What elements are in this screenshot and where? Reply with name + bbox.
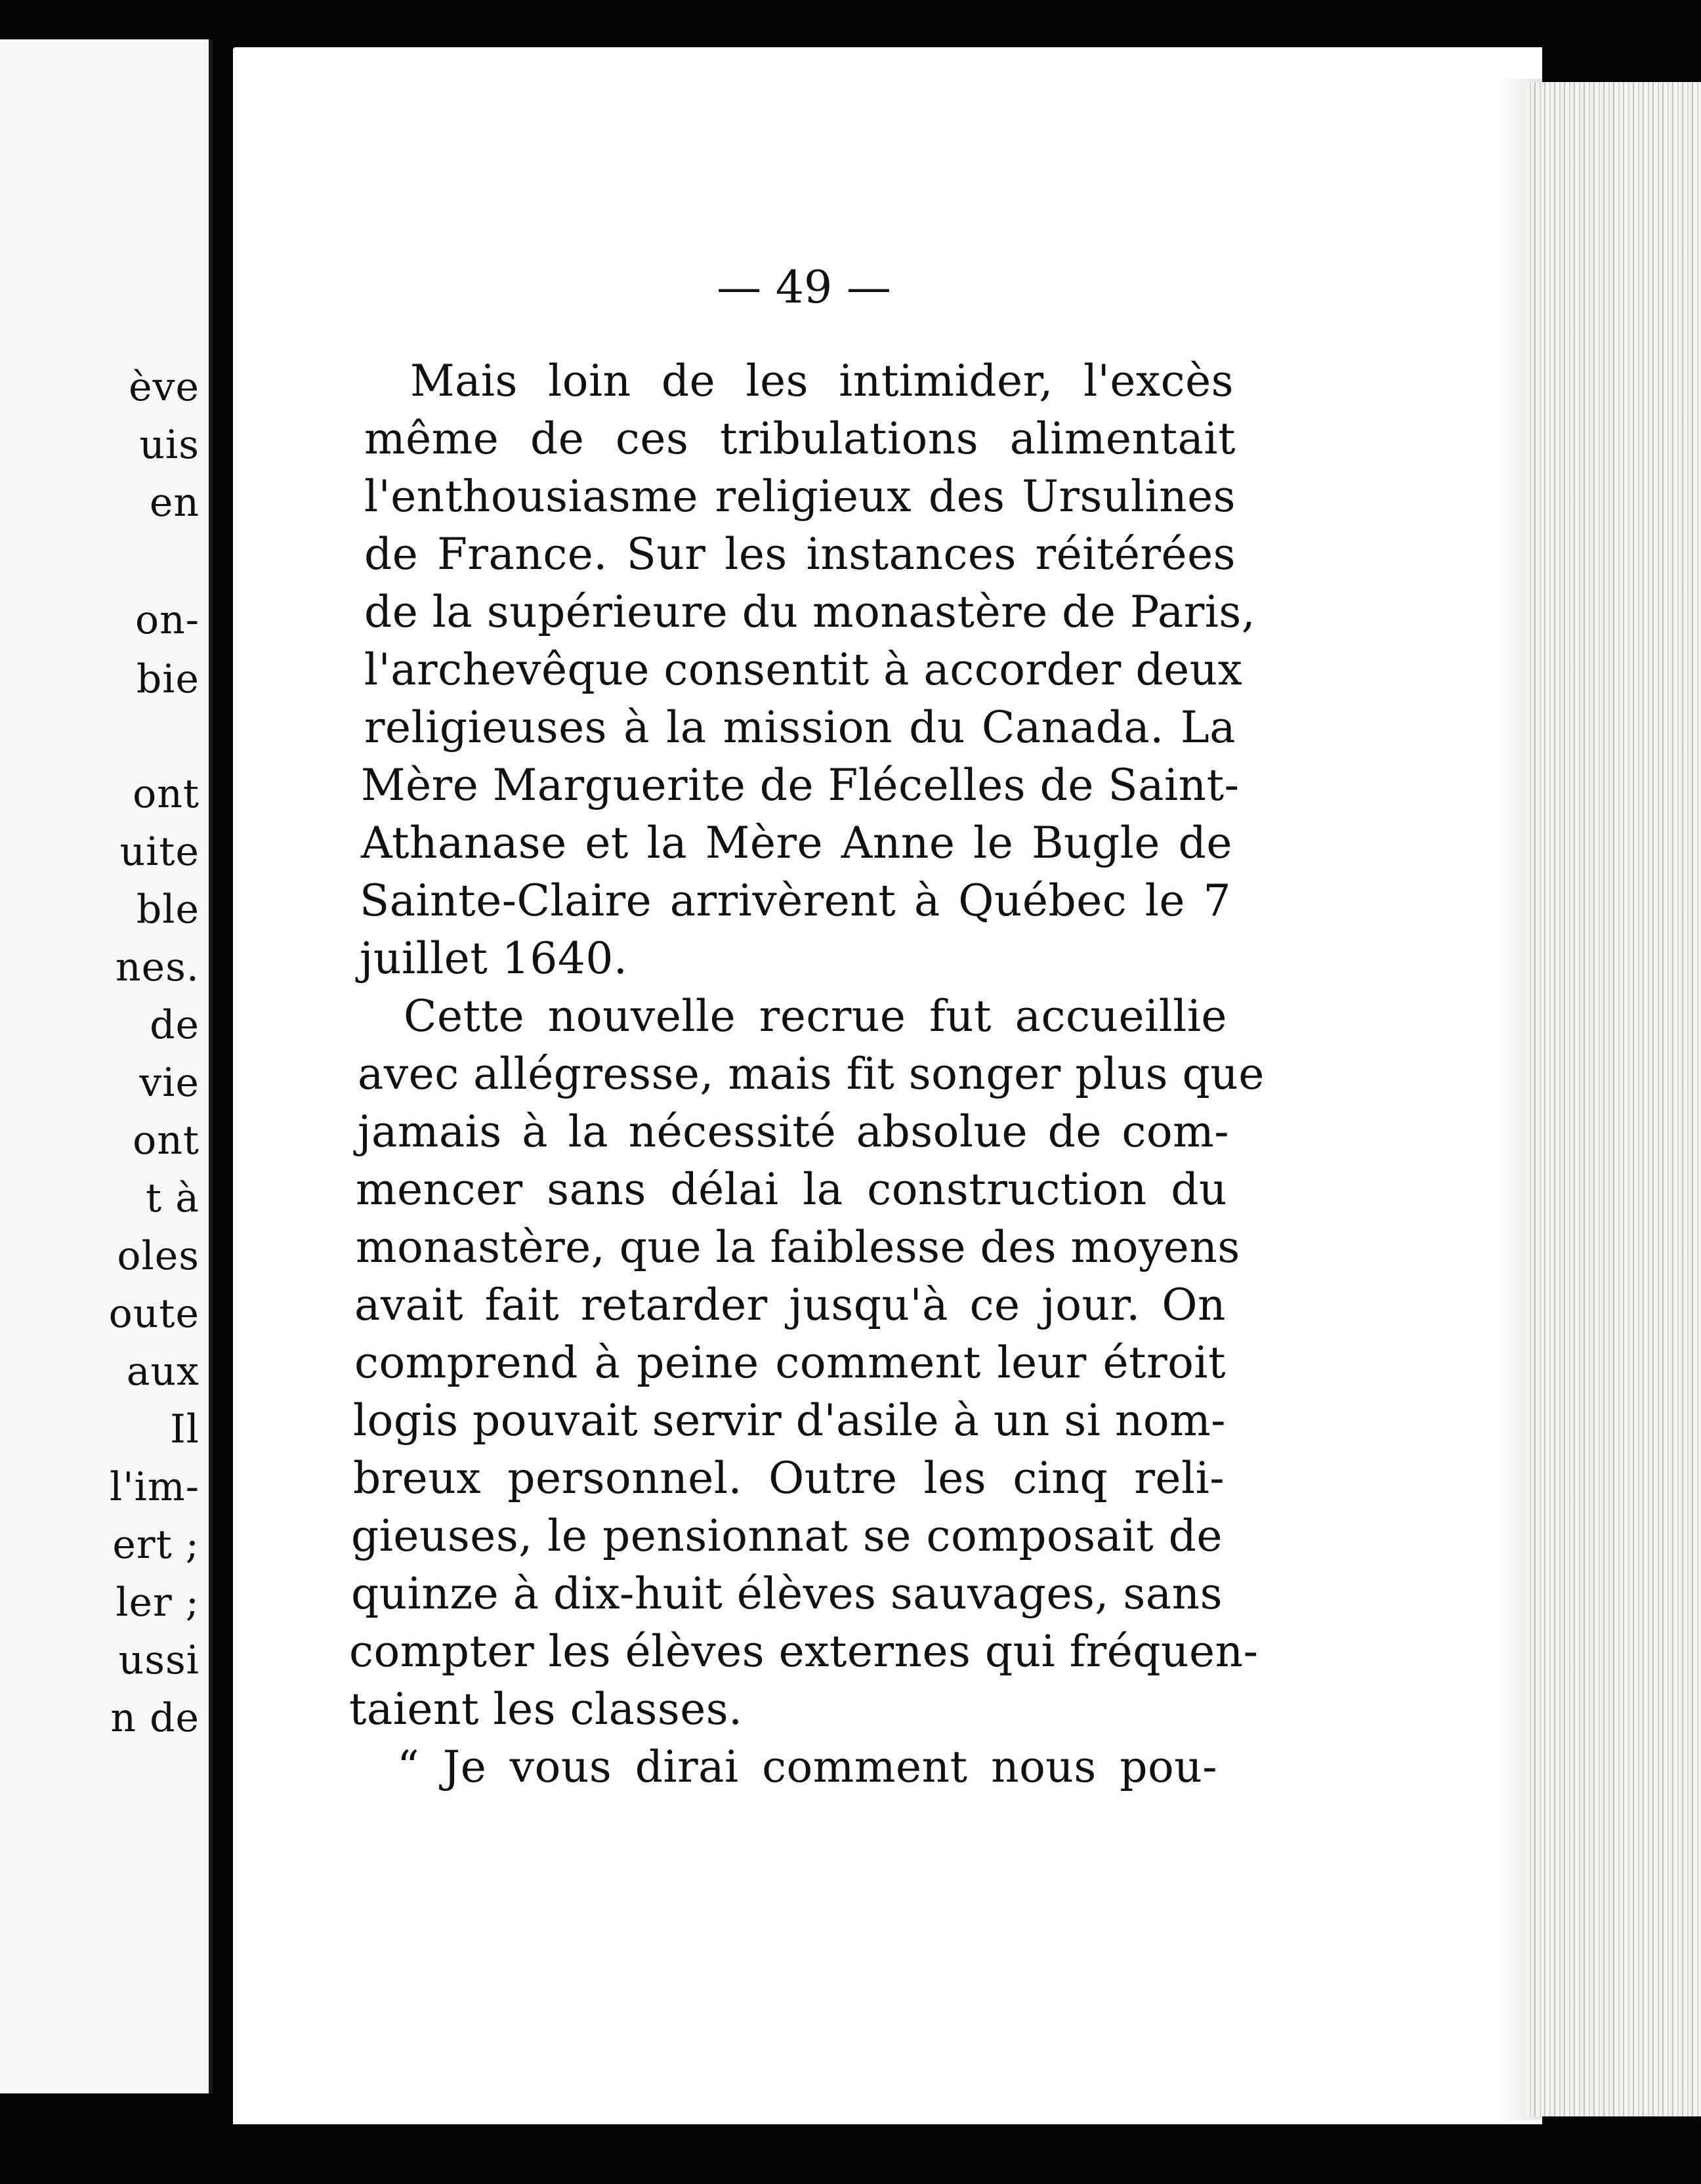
left-fragment: ert ; bbox=[112, 1522, 200, 1568]
left-fragment: vie bbox=[139, 1060, 200, 1106]
page-number: — 49 — bbox=[717, 262, 891, 314]
text-line: Athanase et la Mère Anne le Bugle de bbox=[361, 818, 1232, 868]
text-line: avait fait retarder jusqu'à ce jour. On bbox=[354, 1280, 1226, 1330]
text-line: l'enthousiasme religieux des Ursulines bbox=[364, 471, 1236, 522]
left-fragment: bie bbox=[136, 656, 200, 702]
text-line: mencer sans délai la construction du bbox=[356, 1164, 1227, 1215]
text-line: comprend à peine comment leur étroit bbox=[354, 1337, 1226, 1388]
left-fragment: ont bbox=[133, 1118, 200, 1164]
left-page bbox=[0, 39, 213, 2093]
text-line: logis pouvait servir d'asile à un si nom- bbox=[353, 1395, 1226, 1446]
text-line: breux personnel. Outre les cinq reli- bbox=[353, 1453, 1225, 1503]
text-line: de la supérieure du monastère de Paris, bbox=[364, 587, 1256, 637]
left-fragment: ussi bbox=[118, 1637, 200, 1683]
text-line: avec allégresse, mais fit songer plus que bbox=[358, 1049, 1265, 1099]
text-line: jamais à la nécessité absolue de com- bbox=[358, 1106, 1229, 1157]
left-fragment: t à bbox=[146, 1175, 200, 1221]
text-line: taient les classes. bbox=[349, 1684, 743, 1734]
left-fragment: uis bbox=[139, 422, 200, 468]
left-fragment: ble bbox=[136, 887, 200, 933]
text-line: l'archevêque consentit à accorder deux bbox=[364, 644, 1243, 695]
text-line: de France. Sur les instances réitérées bbox=[364, 529, 1236, 579]
text-line: compter les élèves externes qui fréquen- bbox=[349, 1626, 1259, 1677]
left-fragment: ève bbox=[129, 364, 200, 410]
left-fragment: oute bbox=[108, 1291, 200, 1337]
left-fragment: uite bbox=[119, 829, 200, 875]
text-line: Cette nouvelle recrue fut accueillie bbox=[404, 991, 1227, 1041]
text-line: gieuses, le pensionnat se composait de bbox=[351, 1511, 1223, 1561]
text-line: Sainte-Claire arrivèrent à Québec le 7 bbox=[360, 875, 1231, 926]
left-fragment: aux bbox=[126, 1349, 200, 1395]
text-line: monastère, que la faiblesse des moyens bbox=[356, 1222, 1240, 1272]
text-line: même de ces tribulations alimentait bbox=[364, 413, 1236, 464]
left-fragment: l'im- bbox=[109, 1464, 200, 1510]
left-fragment: de bbox=[150, 1002, 200, 1048]
left-fragment: nes. bbox=[115, 944, 200, 990]
left-fragment: n de bbox=[110, 1695, 200, 1741]
text-line: Mais loin de les intimider, l'excès bbox=[410, 356, 1234, 406]
text-line: “ Je vous dirai comment nous pou- bbox=[397, 1742, 1217, 1792]
text-line: juillet 1640. bbox=[360, 933, 628, 984]
left-fragment: on- bbox=[135, 597, 200, 643]
left-fragment: Il bbox=[170, 1406, 200, 1452]
left-fragment: ont bbox=[133, 771, 200, 817]
text-line: quinze à dix-huit élèves sauvages, sans bbox=[351, 1568, 1223, 1619]
left-fragment: en bbox=[149, 480, 200, 526]
book-page-edges bbox=[1526, 82, 1701, 2116]
left-fragment: ler ; bbox=[116, 1580, 200, 1626]
left-fragment: oles bbox=[117, 1233, 200, 1279]
text-line: Mère Marguerite de Flécelles de Saint- bbox=[361, 760, 1240, 810]
text-line: religieuses à la mission du Canada. La bbox=[364, 702, 1236, 753]
